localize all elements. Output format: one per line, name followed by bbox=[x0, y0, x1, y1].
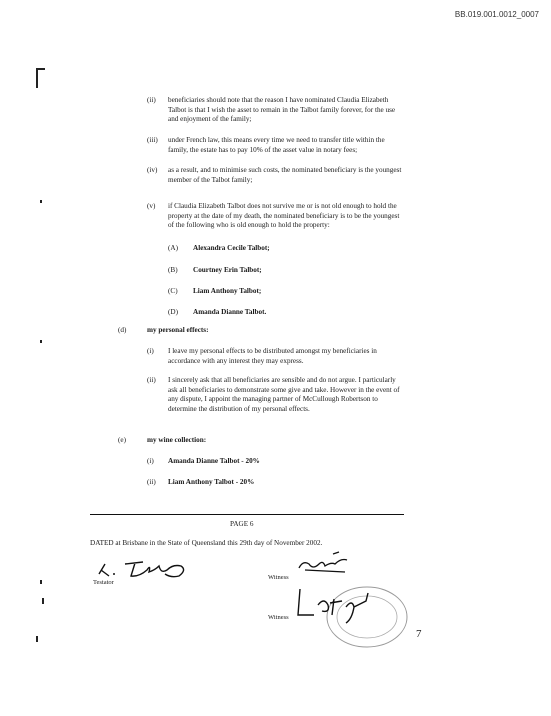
clause-number: (i) bbox=[147, 347, 154, 355]
document-id: BB.019.001.0012_0007 bbox=[454, 10, 539, 19]
witness-label-1: Witness bbox=[268, 574, 289, 581]
scan-mark bbox=[40, 200, 42, 203]
section-heading: my personal effects: bbox=[147, 326, 209, 334]
witness-signature bbox=[288, 585, 378, 625]
section-number: (e) bbox=[118, 436, 126, 444]
scan-mark bbox=[36, 636, 38, 642]
beneficiary-number: (D) bbox=[168, 308, 178, 316]
scan-mark bbox=[42, 598, 44, 604]
clause-number: (ii) bbox=[147, 478, 156, 486]
clause-text: if Claudia Elizabeth Talbot does not survive me or is not old enough to hold the property at the date of my death, the nominated beneficiary is to be the youngest of the following who is old enough to hold the property: bbox=[168, 202, 400, 230]
wine-bequest: Amanda Dianne Talbot - 20% bbox=[168, 457, 260, 465]
beneficiary-name: Liam Anthony Talbot; bbox=[193, 287, 262, 295]
beneficiary-name: Amanda Dianne Talbot. bbox=[193, 308, 267, 316]
clause-text: I leave my personal effects to be distributed amongst my beneficiaries in accordance with any interest they may express. bbox=[168, 347, 377, 365]
witness-signature bbox=[295, 550, 355, 576]
beneficiary-name: Alexandra Cecile Talbot; bbox=[193, 244, 270, 252]
wine-bequest: Liam Anthony Talbot - 20% bbox=[168, 478, 255, 486]
scan-mark bbox=[40, 580, 42, 584]
clause-text: as a result, and to minimise such costs, the nominated beneficiary is the youngest member of the Talbot family; bbox=[168, 166, 402, 184]
clause-text: under French law, this means every time we need to transfer title within the family, the estate has to pay 10% of the asset value in notary fees; bbox=[168, 136, 385, 154]
scan-mark bbox=[36, 68, 38, 88]
clause-number: (iv) bbox=[147, 166, 158, 174]
clause-text: I sincerely ask that all beneficiaries are sensible and do not argue. I particularly ask all beneficiaries to demonstrate some give and take. However in the event of any dispute, I appoint the managing partner of McCullough Robertson to determine the distribution of my personal effects. bbox=[168, 376, 400, 413]
clause-number: (i) bbox=[147, 457, 154, 465]
dated-line: DATED at Brisbane in the State of Queensland this 29th day of November 2002. bbox=[90, 539, 323, 547]
clause-number: (iii) bbox=[147, 136, 158, 144]
beneficiary-number: (C) bbox=[168, 287, 178, 295]
clause-number: (v) bbox=[147, 202, 156, 210]
witness-label-2: Witness bbox=[268, 614, 289, 621]
beneficiary-name: Courtney Erin Talbot; bbox=[193, 266, 262, 274]
clause-text: beneficiaries should note that the reason I have nominated Claudia Elizabeth Talbot is that I wish the asset to remain in the Talbot family forever, for the use and enjoyment of the family; bbox=[168, 96, 396, 124]
page-number: PAGE 6 bbox=[230, 520, 254, 528]
section-heading: my wine collection: bbox=[147, 436, 207, 444]
scan-mark bbox=[40, 340, 42, 343]
scan-mark bbox=[36, 68, 45, 70]
beneficiary-number: (B) bbox=[168, 266, 178, 274]
clause-number: (ii) bbox=[147, 96, 156, 104]
page-rule bbox=[90, 514, 404, 515]
page-corner-number: 7 bbox=[416, 628, 422, 640]
section-number: (d) bbox=[118, 326, 127, 334]
testator-label: Testator bbox=[93, 579, 114, 586]
clause-number: (ii) bbox=[147, 376, 156, 384]
beneficiary-number: (A) bbox=[168, 244, 178, 252]
